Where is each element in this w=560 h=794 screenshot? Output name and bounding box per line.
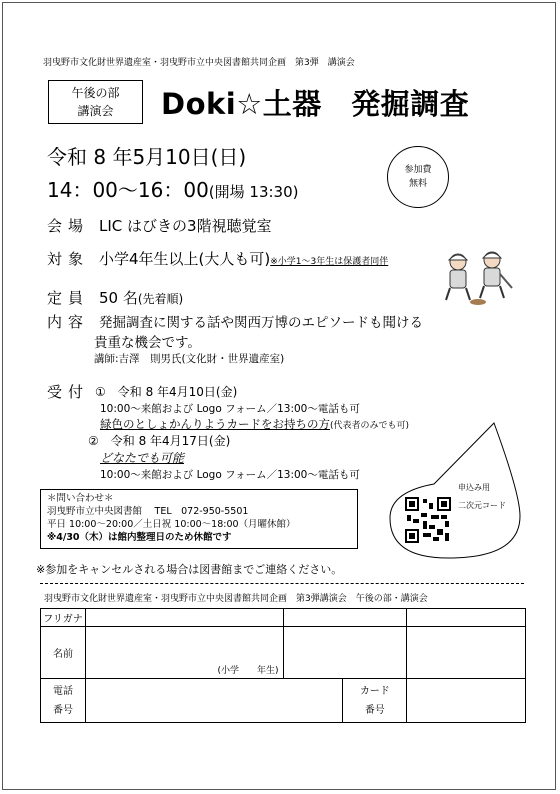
furigana-field[interactable] — [85, 609, 283, 627]
venue-value: LIC はびきの3階視聴覚室 — [99, 217, 272, 235]
capacity-row — [47, 287, 183, 308]
qr-label-1: 申込み用 — [458, 483, 490, 492]
capacity-value: 50 名 — [99, 289, 138, 307]
content-row — [47, 311, 423, 332]
inquiry-box — [40, 489, 358, 549]
phone-label: 電話 番号 — [41, 679, 86, 723]
reception-label: 受付 — [47, 383, 90, 401]
name-field[interactable] — [85, 627, 283, 679]
badge-line2: 講演会 — [77, 104, 114, 118]
content-line2: 貴重な機会です。 — [94, 335, 201, 351]
content-label: 内容 — [47, 313, 90, 331]
event-date: 令和 8 年5月10日(日) — [47, 145, 247, 169]
furigana-field-3[interactable] — [407, 609, 526, 627]
phone-field[interactable] — [85, 679, 342, 723]
reception-1-detail: 10:00～来館および Logo フォーム／13:00～電話も可 — [100, 403, 360, 415]
qr-label-2: 二次元コード — [458, 501, 506, 510]
fee-line2: 無料 — [408, 179, 427, 189]
qr-code-icon[interactable] — [405, 497, 451, 543]
cancel-note: ※参加をキャンセルされる場合は図書館までご連絡ください。 — [36, 563, 343, 576]
badge-line1: 午後の部 — [71, 86, 120, 100]
reception-1-card-note: (代表者のみでも可) — [330, 421, 410, 431]
fee-line1: 参加費 — [404, 165, 432, 175]
cut-line — [40, 583, 524, 584]
reception-2-title: ② 令和 8 年4月17日(金) — [88, 434, 231, 448]
inquiry-line1: 羽曳野市立中央図書館 TEL 072-950-5501 — [47, 506, 249, 517]
open-time: (開場 13:30) — [208, 183, 299, 201]
inquiry-line2: 平日 10:00～20:00／土日祝 10:00～18:00（月曜休館） — [47, 519, 296, 530]
form-header: 羽曳野市文化財世界遺産室・羽曳野市立中央図書館共同企画 第3弾講演会 午後の部・講演会 — [44, 594, 428, 604]
venue-row — [47, 215, 272, 236]
application-form — [40, 608, 526, 723]
furigana-label: フリガナ — [41, 609, 86, 627]
card-label: カード 番号 — [343, 679, 407, 723]
target-value: 小学4年生以上(大人も可) — [99, 250, 271, 268]
content-line1: 発掘調査に関する話や関西万博のエピソードも聞ける — [99, 315, 424, 331]
venue-label: 会場 — [47, 217, 90, 235]
target-note: ※小学1～3年生は保護者同伴 — [270, 257, 389, 267]
reception-1-title: ① 令和 8 年4月10日(金) — [95, 385, 238, 399]
furigana-field-2[interactable] — [283, 609, 407, 627]
qr-callout-shape — [376, 422, 531, 562]
inquiry-title: ＊問い合わせ＊ — [47, 493, 114, 504]
fee-circle — [387, 146, 449, 208]
reception-2-detail: 10:00～来館および Logo フォーム／13:00～電話も可 — [100, 469, 360, 481]
reception-1-card — [100, 416, 409, 432]
target-label: 対象 — [47, 250, 90, 268]
capacity-note: (先着順) — [137, 292, 184, 306]
grade-hint: (小学 年生) — [217, 666, 279, 676]
reception-1-card-text: 緑色のとしょかんりようカードをお持ちの方 — [100, 417, 330, 431]
inquiry-line3: ※4/30（木）は館内整理日のため休館です — [47, 532, 232, 543]
name-label: 名前 — [41, 627, 86, 679]
name-field-3[interactable] — [407, 627, 526, 679]
target-row — [47, 248, 388, 269]
event-time — [47, 174, 299, 203]
reception-2-anyone: どなたでも可能 — [100, 451, 185, 465]
time-range: 14：00～16：00 — [47, 178, 209, 202]
event-title: Doki☆土器 発掘調査 — [161, 87, 470, 121]
card-field[interactable] — [407, 679, 526, 723]
excavation-illustration-icon — [440, 248, 520, 306]
capacity-label: 定員 — [47, 289, 90, 307]
session-badge — [48, 80, 143, 124]
name-field-2[interactable] — [283, 627, 407, 679]
header-text: 羽曳野市文化財世界遺産室・羽曳野市立中央図書館共同企画 第3弾 講演会 — [43, 58, 355, 68]
lecturer: 講師:吉澤 則男氏(文化財・世界遺産室) — [94, 353, 285, 365]
